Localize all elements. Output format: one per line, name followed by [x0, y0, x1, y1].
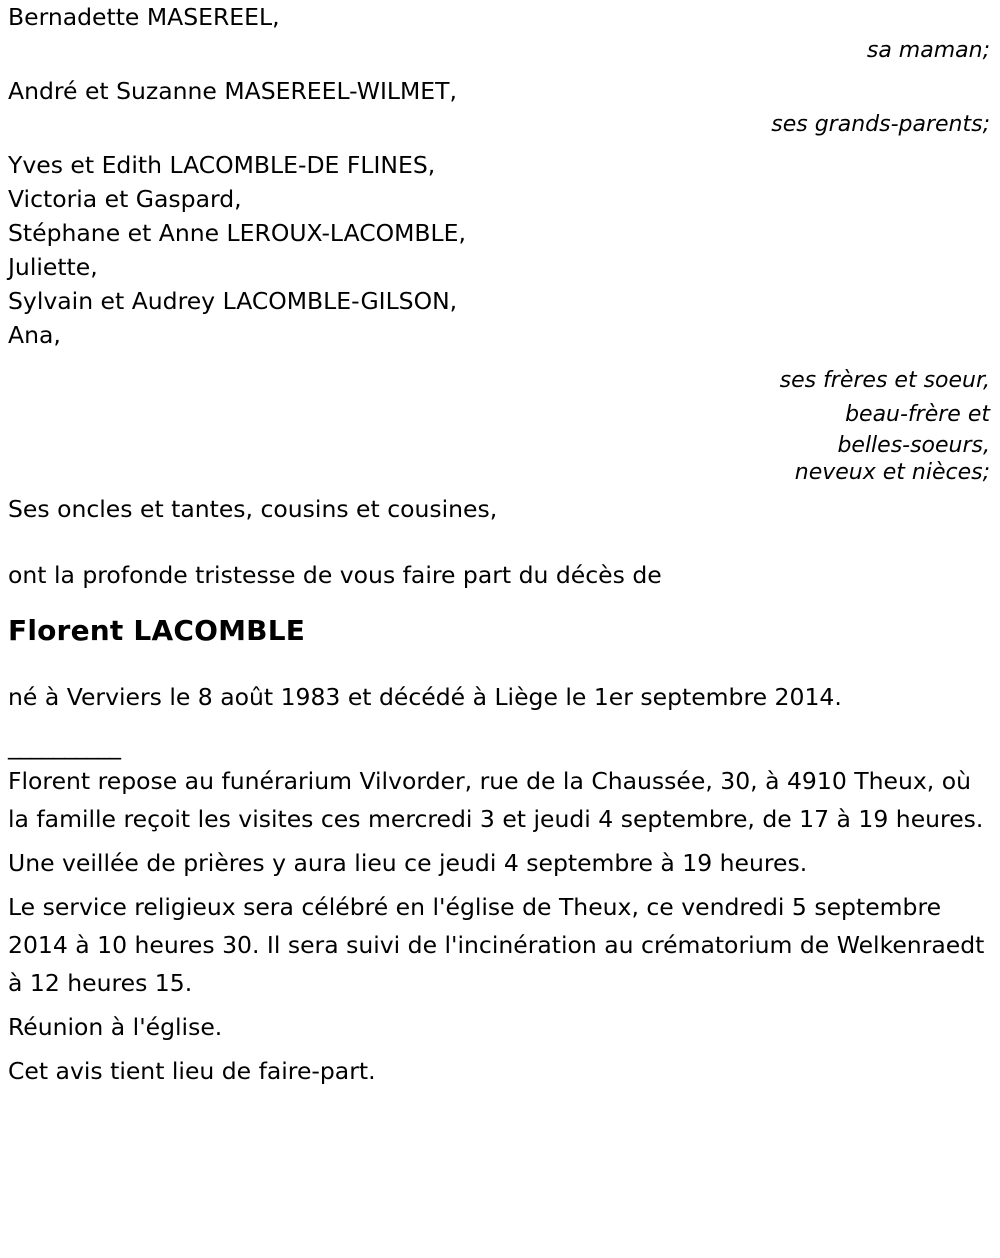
arrangement-paragraph: Le service religieux sera célébré en l'église de Theux, ce vendredi 5 septembre 2014 à 10 heures 30. Il sera suivi de l'incinération au crématorium de Welkenraedt à 12 heures 15. [8, 893, 985, 997]
survivor-name-sibling: Victoria et Gaspard, [8, 185, 242, 213]
survivor-name-sibling: Sylvain et Audrey LACOMBLE-GILSON, [8, 287, 458, 315]
spacer [8, 716, 990, 736]
survivor-name-mother: Bernadette MASEREEL, [8, 3, 280, 31]
survivor-name-sibling: Ana, [8, 321, 61, 349]
arrangement-paragraph: Réunion à l'église. [8, 1013, 223, 1041]
survivor-name-sibling: Yves et Edith LACOMBLE-DE FLINES, [8, 151, 436, 179]
arrangement-paragraph: Florent repose au funérarium Vilvorder, rue de la Chaussée, 30, à 4910 Theux, où la famille reçoit les visites ces mercredi 3 et jeudi 4 septembre, de 17 à 19 heures. [8, 767, 984, 833]
relation-label-siblings: neveux et nièces; [794, 460, 990, 485]
relation-label-siblings: belles-soeurs, [837, 433, 990, 458]
relation-label-siblings: beau-frère et [845, 402, 990, 427]
relation-label-grandparents: ses grands-parents; [771, 112, 990, 137]
relation-label-siblings: ses frères et soeur, [779, 368, 990, 393]
spacer [8, 594, 990, 614]
arrangement-paragraph: Une veillée de prières y aura lieu ce jeudi 4 septembre à 19 heures. [8, 849, 808, 877]
survivor-name-grandparents: André et Suzanne MASEREEL-WILMET, [8, 77, 457, 105]
section-divider: __________ [8, 732, 121, 760]
life-dates: né à Verviers le 8 août 1983 et décédé à Liège le 1er septembre 2014. [8, 683, 842, 711]
survivor-name-sibling: Stéphane et Anne LEROUX-LACOMBLE, [8, 219, 466, 247]
notice-body [8, 0, 990, 1090]
spacer [8, 648, 990, 678]
spacer [8, 526, 990, 556]
deceased-name: Florent LACOMBLE [8, 614, 306, 647]
survivor-name-extended-family: Ses oncles et tantes, cousins et cousines, [8, 495, 498, 523]
survivor-name-sibling: Juliette, [8, 253, 98, 281]
relation-label-mother: sa maman; [866, 38, 990, 63]
arrangement-paragraph: Cet avis tient lieu de faire-part. [8, 1057, 376, 1085]
spacer [8, 352, 990, 364]
announcement-intro: ont la profonde tristesse de vous faire part du décès de [8, 561, 662, 589]
